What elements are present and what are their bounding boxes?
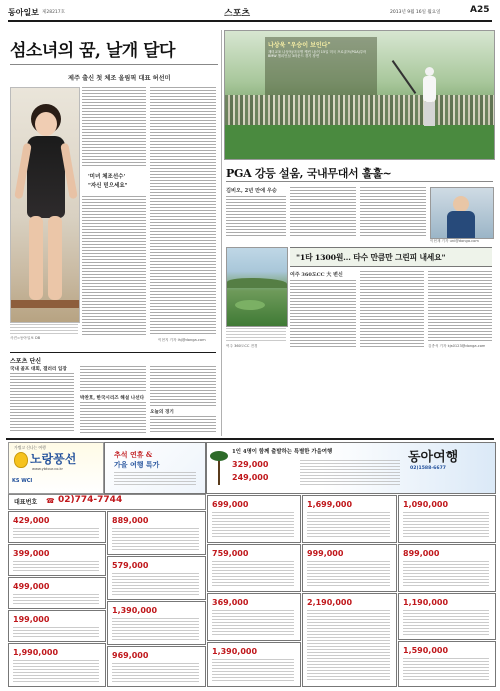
main-body-col-1: [82, 87, 146, 167]
ad-block-rc-1: [207, 495, 301, 543]
pga-body-col-1: [226, 196, 286, 236]
golf-overlay-caption: 재미교포 나상욱(미국명 케빈 나)이 15일 미국 프로골프(PGA)투어 BMW 챔피언십 3라운드 경기 장면: [268, 50, 367, 59]
price-label: 399,000: [13, 549, 50, 558]
price-label: 579,000: [112, 561, 149, 570]
price-label: 329,000: [232, 460, 269, 469]
ad-block-r-4: [398, 544, 496, 592]
ad-block-left-4: [8, 610, 106, 642]
price-label: 969,000: [112, 651, 149, 660]
dongha-phone: 02)1588-6677: [410, 466, 446, 471]
photo-caption: 사진=동아일보 DB: [10, 336, 41, 340]
ad-block-rc-2: [207, 544, 301, 592]
phone-number: 02)774-7744: [58, 495, 123, 505]
center-banner-lines: [114, 472, 196, 486]
golf-course-photo-caption-lines: [226, 328, 286, 342]
ad-block-mid-4: [107, 646, 206, 687]
pga-headline: PGA 강등 설움, 국내무대서 훌훌~: [226, 167, 392, 180]
center-banner-line-1: 추석 연휴 &: [114, 450, 153, 459]
ad-block-mid-2: [107, 556, 206, 600]
gymnast-leotard: [27, 136, 65, 218]
price-label: 499,000: [13, 582, 50, 591]
sports-bits-headline-2: 박찬호, 한국시리즈 해설 나선다: [80, 396, 145, 401]
price-label: 199,000: [13, 615, 50, 624]
pga-kicker: 김비오, 2년 만에 우승: [226, 188, 277, 194]
sports-bits-body-3: [80, 402, 146, 433]
golf-course-kicker: 여주 360도CC 大 변신: [290, 272, 343, 278]
ad-block-r-1: [302, 495, 397, 543]
golf-club: [392, 60, 417, 94]
sports-bits-body-5: [150, 416, 216, 433]
sports-bits-rule: [10, 352, 216, 353]
ad-block-r-5: [302, 593, 397, 687]
ad-section-rule: [6, 438, 494, 440]
main-side-title-2: "자신 믿으세요": [88, 183, 128, 189]
gymnast-leg-left: [29, 216, 43, 300]
golf-fairway: [225, 125, 494, 159]
golf-crowd-band: [225, 95, 494, 125]
golf-course-headline: "1타 1300원… 타수 만큼만 그린피 내세요": [296, 253, 446, 262]
section-title: 스포츠: [224, 9, 251, 19]
golf-course-photo-caption: 여주 360도CC 전경: [226, 344, 258, 348]
sports-bits-body-1: [10, 373, 74, 433]
pga-byline: 이헌재 기자 uni@donga.com: [430, 239, 479, 243]
gymnast-photo: [10, 87, 80, 323]
ad-block-r-6: [398, 593, 496, 640]
golf-course-byline: 김종석 기자 kjs0123@donga.com: [428, 344, 486, 348]
main-side-title-1: '미녀 체조선수': [88, 174, 126, 180]
ad-block-left-3: [8, 577, 106, 609]
sports-bits-body-2: [80, 366, 146, 392]
main-subhead: 제주 출신 첫 체조 올림픽 대표 허선미: [68, 75, 171, 82]
price-label: 699,000: [212, 500, 249, 509]
main-body-col-1b: [82, 196, 146, 336]
main-byline: 이현지 기자 lhj@donga.com: [158, 338, 206, 342]
price-label: 899,000: [403, 549, 440, 558]
price-label: 759,000: [212, 549, 249, 558]
ybtour-sub-brand: KS WCI: [12, 478, 33, 484]
pga-player-photo: [430, 187, 494, 239]
column-separator: [221, 30, 222, 436]
price-label: 429,000: [13, 516, 50, 525]
ad-block-left-5: [8, 643, 106, 687]
ybtour-balloon-icon: [14, 452, 28, 468]
ybtour-url: www.ybtour.co.kr: [32, 467, 64, 471]
pga-headline-rule: [226, 181, 493, 182]
ad-block-r-7: [398, 641, 496, 687]
price-label: 889,000: [112, 516, 149, 525]
sports-bits-body-4: [150, 366, 216, 406]
ad-block-left-2: [8, 544, 106, 576]
golfer-figure: [421, 67, 437, 127]
ad-block-mid-1: [107, 511, 206, 555]
pga-body-col-3: [360, 187, 426, 237]
sports-bits-headline-3: 오늘의 경기: [150, 410, 174, 415]
pga-body-col-2: [290, 187, 356, 237]
page-number: A25: [470, 5, 490, 15]
sports-bits-title: 스포츠 단신: [10, 358, 42, 365]
dongha-tagline: 1인 4명이 함께 출발하는 특별한 가을여행: [232, 449, 333, 455]
ad-block-left-1: [8, 511, 106, 543]
main-headline-rule: [10, 64, 218, 65]
main-headline: 섬소녀의 꿈, 날개 달다: [10, 41, 175, 61]
price-label: 999,000: [307, 549, 344, 558]
price-label: 1,990,000: [13, 648, 59, 657]
ybtour-slogan: 가볍고 신나는 여행: [14, 445, 46, 450]
ad-block-rc-4: [207, 642, 301, 687]
issue-date: 2013년 9월 16일 월요일: [390, 10, 441, 15]
price-label: 369,000: [212, 598, 249, 607]
price-label: 249,000: [232, 473, 269, 482]
price-label: 1,090,000: [403, 500, 449, 509]
issue-number: 제28217호: [42, 10, 66, 15]
photo-caption-lines: [10, 324, 78, 334]
price-label: 1,699,000: [307, 500, 353, 509]
center-banner-line-2: 가을 여행 특가: [114, 460, 160, 469]
price-label: 1,590,000: [403, 646, 449, 655]
price-label: 1,190,000: [403, 598, 449, 607]
phone-icon: ☎: [46, 497, 55, 505]
phone-label: 대표번호: [14, 499, 38, 506]
sports-bits-headline-1: 국내 골프 대회, 갤러리 입장: [10, 367, 67, 372]
main-body-col-2: [150, 87, 216, 336]
dongha-lines-1: [300, 460, 400, 486]
golf-course-photo: [226, 247, 288, 327]
price-label: 2,190,000: [307, 598, 353, 607]
gymnast-face: [35, 112, 57, 136]
ad-block-r-3: [302, 544, 397, 592]
balance-beam: [11, 300, 79, 308]
gymnast-leg-right: [48, 216, 62, 300]
dongha-palm-icon: [210, 445, 228, 485]
ad-block-mid-3: [107, 601, 206, 645]
golf-course-body-col-3: [428, 271, 492, 341]
dongha-price-2: [232, 473, 268, 482]
ad-block-r-2: [398, 495, 496, 543]
golf-overlay-title: 나상욱 "우승이 보인다": [268, 42, 331, 49]
price-label: 1,390,000: [212, 647, 258, 656]
dongha-price-1: [232, 460, 268, 469]
newspaper-name: 동아일보: [8, 7, 39, 17]
golf-course-body-col-2: [360, 271, 424, 348]
dongha-brand: 동아여행: [408, 450, 459, 465]
ad-block-rc-3: [207, 593, 301, 641]
golf-course-body-col-1: [290, 280, 356, 348]
header-rule: [8, 20, 492, 22]
ybtour-brand: 노랑풍선: [30, 452, 77, 466]
price-label: 1,390,000: [112, 606, 158, 615]
